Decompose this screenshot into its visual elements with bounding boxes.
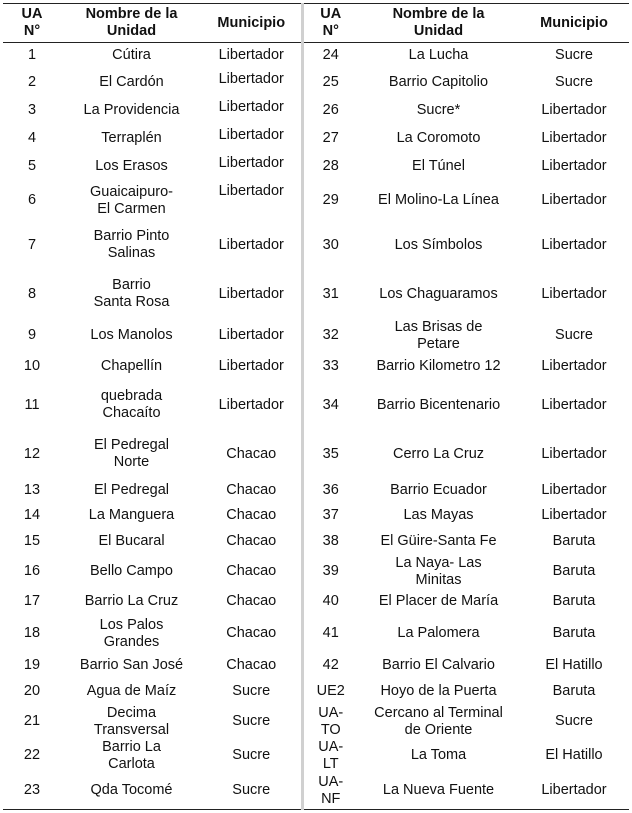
unit-number-cell: 25 xyxy=(302,69,358,97)
unit-name-cell: Las Brisas de Petare xyxy=(394,318,483,352)
municipio-cell: Chacao xyxy=(226,533,277,549)
table-row xyxy=(3,773,629,810)
unit-name-cell: El Bucaral xyxy=(98,533,165,549)
unit-name-cell: Sucre* xyxy=(416,102,461,118)
unit-name-cell: Barrio Bicentenario xyxy=(376,396,501,413)
unit-number-cell: 9 xyxy=(27,327,37,343)
table-row xyxy=(3,430,629,479)
unit-number-cell: 35 xyxy=(302,430,358,479)
table-row xyxy=(3,270,629,319)
municipio-cell: Libertador xyxy=(541,445,607,462)
unit-name-cell: La Providencia xyxy=(83,102,180,118)
municipio-cell: Sucre xyxy=(232,713,271,729)
unit-number-cell: 36 xyxy=(302,479,358,503)
unit-name-cell: El Pedregal xyxy=(94,482,169,498)
municipio-cell: Libertador xyxy=(541,236,607,253)
municipio-cell: Baruta xyxy=(552,683,596,699)
unit-name-cell: Barrio El Calvario xyxy=(382,657,495,673)
municipio-cell: Sucre xyxy=(232,683,271,699)
unit-number-cell: 6 xyxy=(27,192,37,208)
municipio-cell: Libertador xyxy=(541,482,607,498)
municipio-cell: Libertador xyxy=(218,154,284,171)
table-row xyxy=(3,653,629,679)
unit-number-cell: UA- TO xyxy=(302,705,358,739)
unit-number-cell: 17 xyxy=(23,593,41,609)
municipio-cell: Chacao xyxy=(226,507,277,523)
unit-name-cell: Los Chaguaramos xyxy=(379,285,498,302)
unit-number-cell: 28 xyxy=(302,153,358,181)
unit-number-cell: UE2 xyxy=(302,679,358,705)
unit-name-cell: Barrio Santa Rosa xyxy=(93,277,170,310)
unit-name-cell: Los Palos Grandes xyxy=(99,616,164,650)
unit-name-cell: Barrio La Cruz xyxy=(84,593,179,609)
municipio-cell: Sucre xyxy=(555,713,593,729)
unit-number-cell: 8 xyxy=(27,285,37,302)
municipio-cell: Baruta xyxy=(552,593,596,609)
municipio-cell: Chacao xyxy=(226,625,277,641)
municipio-cell: Libertador xyxy=(541,102,607,118)
unit-name-cell: El Güire-Santa Fe xyxy=(380,533,497,549)
table-row xyxy=(3,529,629,555)
unit-number-cell: 4 xyxy=(27,130,37,146)
table-row xyxy=(3,69,629,97)
table-row xyxy=(3,679,629,705)
unit-name-cell: Barrio Pinto Salinas xyxy=(93,228,170,261)
table-row xyxy=(3,739,629,773)
table-row xyxy=(3,615,629,653)
unit-number-cell: 1 xyxy=(27,47,37,64)
table-row xyxy=(3,319,629,353)
unit-name-cell: Las Mayas xyxy=(403,507,474,523)
unit-name-cell: Guaicaipuro- El Carmen xyxy=(89,183,173,217)
municipio-cell: Libertador xyxy=(218,98,284,115)
unit-number-cell: 2 xyxy=(27,74,37,90)
unit-number-cell: 26 xyxy=(302,97,358,125)
municipio-cell: Libertador xyxy=(541,396,607,413)
municipio-cell: Sucre xyxy=(202,773,302,810)
municipio-cell: Libertador xyxy=(541,192,607,208)
municipio-cell: Chacao xyxy=(226,445,277,462)
municipio-cell: Libertador xyxy=(541,285,607,302)
municipio-cell: Sucre xyxy=(555,47,593,64)
municipio-cell: Libertador xyxy=(218,70,284,87)
municipio-cell: Libertador xyxy=(218,236,284,253)
unit-number-cell: 42 xyxy=(302,653,358,679)
unit-name-cell: La Naya- Las Minitas xyxy=(395,554,482,588)
municipio-cell: Chacao xyxy=(226,563,277,579)
table-row xyxy=(3,125,629,153)
municipio-cell: Libertador xyxy=(218,126,284,143)
unit-number-cell: 29 xyxy=(302,181,358,221)
unit-number-cell: 32 xyxy=(302,319,358,353)
municipio-cell: Chacao xyxy=(226,657,277,673)
unit-number-cell: 13 xyxy=(23,482,41,498)
municipio-cell: Baruta xyxy=(552,533,596,549)
unit-name-cell: Cerro La Cruz xyxy=(392,445,485,462)
table-body xyxy=(3,43,629,810)
municipio-cell: Libertador xyxy=(541,358,607,374)
unit-number-cell: 7 xyxy=(27,236,37,253)
unit-number-cell: 11 xyxy=(24,396,40,413)
unit-name-cell: Hoyo de la Puerta xyxy=(380,683,497,699)
table-row xyxy=(3,181,629,221)
unit-number-cell: 23 xyxy=(3,773,61,810)
unit-number-cell: 24 xyxy=(302,43,358,69)
municipio-cell: Libertador xyxy=(541,158,607,174)
unit-name-cell: Decima Transversal xyxy=(93,704,170,738)
unit-name-cell: Los Símbolos xyxy=(394,236,483,253)
table-header xyxy=(3,4,629,43)
unit-number-cell: 3 xyxy=(27,102,37,118)
unit-number-cell: 5 xyxy=(27,158,37,174)
units-table xyxy=(3,3,629,810)
header-name: Nombre de la Unidad xyxy=(358,4,519,43)
header-ua: UA N° xyxy=(3,4,61,43)
municipio-cell: Sucre xyxy=(555,327,593,343)
municipio-cell: Chacao xyxy=(226,593,277,609)
unit-name-cell: Cútira xyxy=(112,47,151,64)
unit-number-cell: 31 xyxy=(302,270,358,319)
municipio-cell: Libertador xyxy=(218,285,284,302)
unit-name-cell: La Coromoto xyxy=(396,130,481,146)
unit-name-cell: La Lucha xyxy=(408,47,469,64)
unit-number-cell: 38 xyxy=(302,529,358,555)
unit-number-cell: 16 xyxy=(23,563,41,579)
unit-name-cell: Agua de Maíz xyxy=(86,683,177,699)
municipio-cell: Libertador xyxy=(519,773,629,810)
unit-number-cell: UA- NF xyxy=(302,773,358,810)
unit-name-cell: Barrio Capitolio xyxy=(388,74,489,90)
unit-name-cell: Qda Tocomé xyxy=(61,773,202,810)
unit-number-cell: 12 xyxy=(23,445,41,462)
header-name: Nombre de la Unidad xyxy=(61,4,202,43)
table-row xyxy=(3,381,629,430)
municipio-cell: Sucre xyxy=(232,747,271,763)
unit-number-cell: 19 xyxy=(23,657,41,673)
municipio-cell: Libertador xyxy=(218,396,284,413)
unit-number-cell: 33 xyxy=(302,353,358,381)
unit-name-cell: Cercano al Terminal de Oriente xyxy=(374,704,503,738)
unit-name-cell: Los Manolos xyxy=(90,327,173,343)
header-municipio: Municipio xyxy=(519,4,629,43)
unit-number-cell: 18 xyxy=(23,625,41,641)
unit-number-cell: 34 xyxy=(302,381,358,430)
municipio-cell: Baruta xyxy=(552,625,596,641)
unit-name-cell: Barrio Kilometro 12 xyxy=(376,358,501,374)
municipio-cell: Chacao xyxy=(226,482,277,498)
header-municipio: Municipio xyxy=(202,4,302,43)
unit-number-cell: 27 xyxy=(302,125,358,153)
municipio-cell: Libertador xyxy=(541,130,607,146)
municipio-cell: Libertador xyxy=(218,182,284,199)
unit-number-cell: 14 xyxy=(23,507,41,523)
unit-name-cell: Terraplén xyxy=(101,130,162,146)
municipio-cell: Libertador xyxy=(541,507,607,523)
municipio-cell: Libertador xyxy=(218,358,284,374)
table-row xyxy=(3,589,629,615)
unit-number-cell: 15 xyxy=(23,533,41,549)
unit-name-cell: Barrio La Carlota xyxy=(102,738,161,772)
unit-number-cell: 39 xyxy=(302,555,358,589)
unit-name-cell: Barrio Ecuador xyxy=(390,482,487,498)
unit-name-cell: Chapellín xyxy=(100,358,163,374)
unit-name-cell: El Molino-La Línea xyxy=(378,192,499,208)
table-row xyxy=(3,555,629,589)
table-row xyxy=(3,503,629,529)
unit-name-cell: El Pedregal Norte xyxy=(94,437,169,470)
table-row xyxy=(3,43,629,69)
municipio-cell: Libertador xyxy=(218,327,284,343)
unit-number-cell: UA- LT xyxy=(302,739,358,773)
unit-name-cell: El Cardón xyxy=(99,74,164,90)
unit-name-cell: La Manguera xyxy=(88,507,175,523)
unit-number-cell: 40 xyxy=(302,589,358,615)
unit-name-cell: quebrada Chacaíto xyxy=(100,388,163,421)
municipio-cell: Sucre xyxy=(555,74,593,90)
table-row xyxy=(3,479,629,503)
municipio-cell: Baruta xyxy=(552,563,596,579)
unit-name-cell: El Placer de María xyxy=(378,593,499,609)
unit-number-cell: 21 xyxy=(23,713,41,729)
unit-number-cell: 20 xyxy=(23,683,41,699)
unit-number-cell: 10 xyxy=(23,358,41,374)
table-row xyxy=(3,97,629,125)
unit-name-cell: Bello Campo xyxy=(89,563,173,579)
table-row xyxy=(3,353,629,381)
unit-name-cell: El Túnel xyxy=(412,158,465,174)
municipio-cell: El Hatillo xyxy=(545,657,603,673)
unit-number-cell: 22 xyxy=(23,747,41,763)
unit-name-cell: Barrio San José xyxy=(79,657,184,673)
municipio-cell: El Hatillo xyxy=(545,747,603,763)
unit-number-cell: 37 xyxy=(302,503,358,529)
unit-name-cell: La Toma xyxy=(410,747,467,763)
municipio-cell: Libertador xyxy=(218,47,284,64)
unit-name-cell: Los Erasos xyxy=(95,158,168,174)
header-ua: UA N° xyxy=(302,4,358,43)
unit-number-cell: 30 xyxy=(302,221,358,270)
unit-name-cell: La Palomera xyxy=(397,625,480,641)
unit-number-cell: 41 xyxy=(302,615,358,653)
table-row xyxy=(3,221,629,270)
unit-name-cell: La Nueva Fuente xyxy=(358,773,519,810)
table-row xyxy=(3,153,629,181)
table-row xyxy=(3,705,629,739)
